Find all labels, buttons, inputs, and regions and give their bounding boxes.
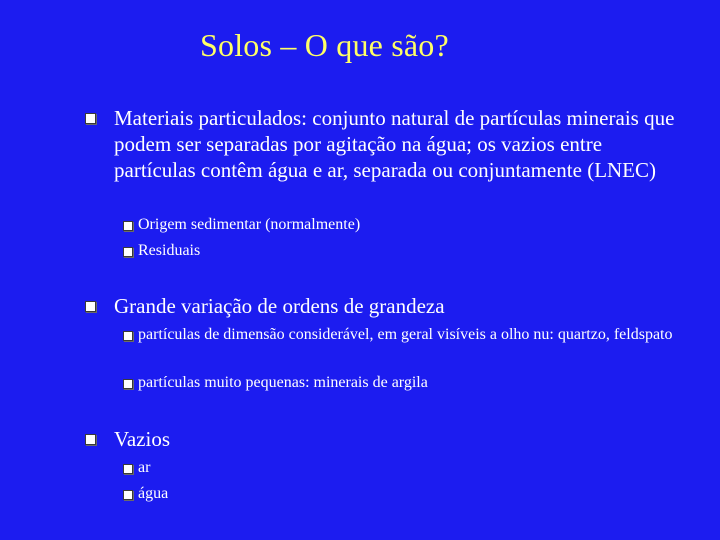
sub-bullet-text: ar: [138, 459, 151, 476]
bullet-text: Vazios: [114, 427, 170, 451]
sub-bullet-origem: [123, 215, 683, 235]
square-bullet-icon: [123, 221, 133, 231]
bullet-text: Materiais particulados: conjunto natural de partículas minerais que podem ser separadas por agitação na água; os vazios entre partículas contêm água e ar, separada ou conjuntamente (LNEC): [114, 106, 675, 182]
square-bullet-icon: [85, 301, 96, 312]
square-bullet-icon: [123, 464, 133, 474]
bullet-materiais: [85, 105, 685, 183]
square-bullet-icon: [123, 379, 133, 389]
square-bullet-icon: [85, 113, 96, 124]
sub-bullet-text: Residuais: [138, 242, 201, 259]
sub-bullet-particulas-pequenas: [123, 373, 683, 393]
sub-bullet-particulas-grandes: [123, 325, 678, 345]
slide-title: Solos – O que são?: [200, 27, 449, 63]
sub-bullet-agua: [123, 484, 683, 504]
square-bullet-icon: [123, 247, 133, 257]
sub-bullet-ar: [123, 458, 683, 478]
sub-bullet-residuais: [123, 241, 683, 261]
sub-bullet-text: partículas muito pequenas: minerais de argila: [138, 374, 428, 391]
square-bullet-icon: [123, 331, 133, 341]
sub-bullet-text: partículas de dimensão considerável, em geral visíveis a olho nu: quartzo, feldspato: [138, 326, 673, 343]
square-bullet-icon: [123, 490, 133, 500]
sub-bullet-text: água: [138, 485, 169, 502]
bullet-grande-variacao: [85, 293, 685, 319]
bullet-text: Grande variação de ordens de grandeza: [114, 294, 445, 318]
square-bullet-icon: [85, 434, 96, 445]
sub-bullet-text: Origem sedimentar (normalmente): [138, 216, 361, 233]
bullet-vazios: [85, 426, 685, 452]
